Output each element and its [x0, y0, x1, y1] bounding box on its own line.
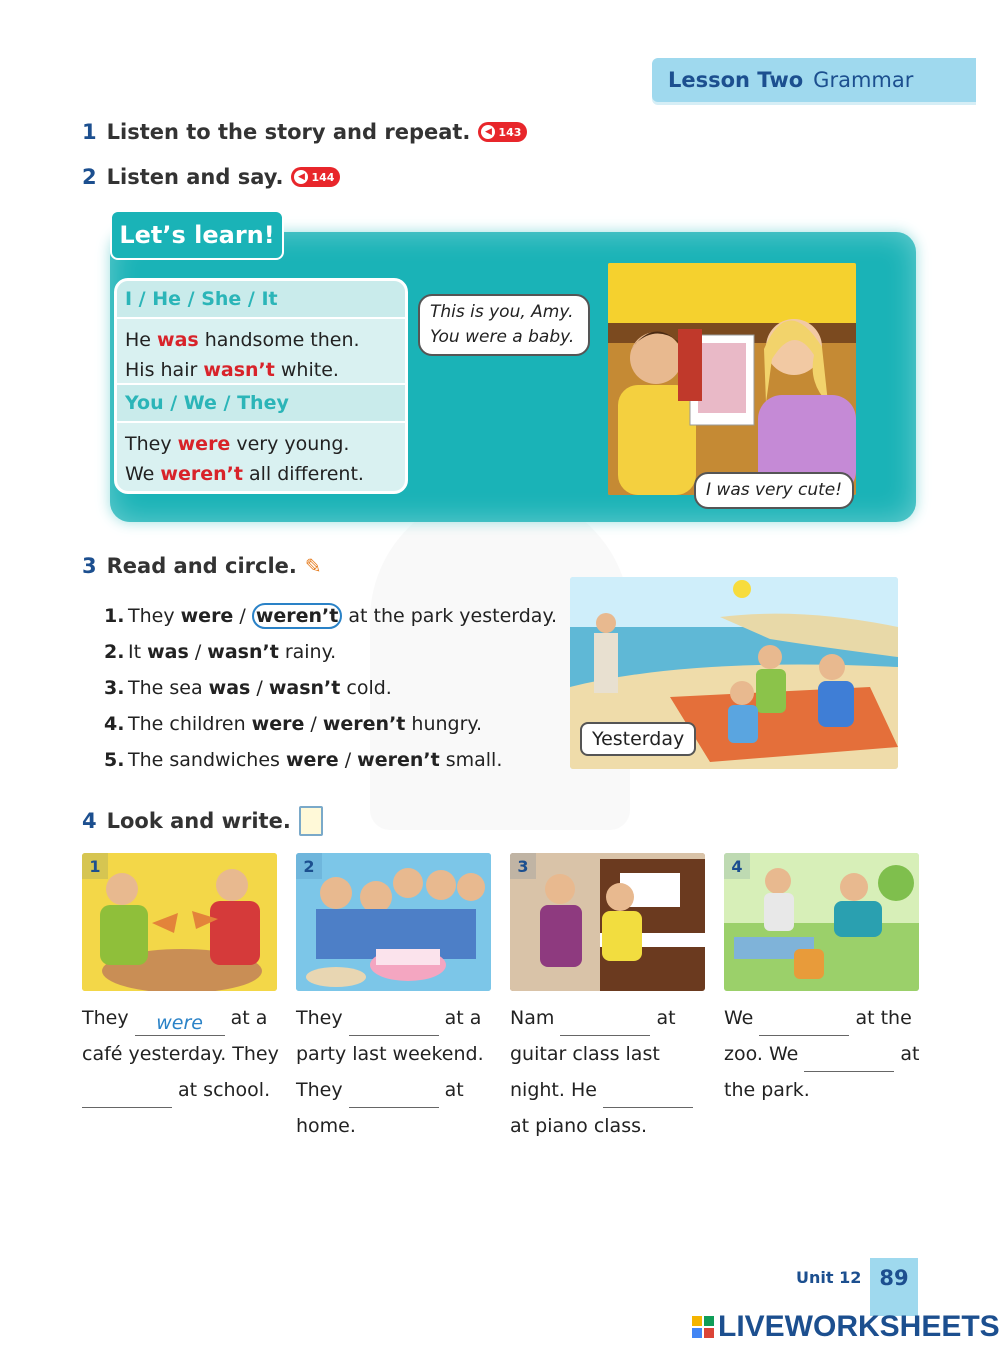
exercise-4-sentence-3: [510, 1000, 710, 1144]
list-item: [104, 634, 557, 670]
option-2-circled[interactable]: weren’t: [252, 603, 343, 629]
sentence-text: at a café yesterday. They: [82, 1007, 279, 1065]
text: They: [125, 433, 178, 455]
lets-learn-tab: Let’s learn!: [110, 210, 284, 260]
sentence-start: The sandwiches: [128, 749, 286, 771]
exercise-number: 3: [82, 554, 97, 578]
text: all different.: [242, 463, 364, 485]
exercise-number: 4: [82, 809, 97, 833]
exercise-4-heading: [82, 806, 323, 836]
text: He: [125, 329, 158, 351]
exercise-4-picture-1: [82, 853, 277, 991]
item-number: 3.: [104, 677, 125, 699]
exercise-instruction: Listen to the story and repeat.: [106, 120, 471, 144]
sentence-text: at a party last weekend. They: [296, 1007, 484, 1101]
story-illustration-graphic: [608, 263, 856, 495]
highlight-word: were: [177, 433, 231, 455]
sentence-start: The sea: [128, 677, 209, 699]
park-picnic-illustration: [724, 853, 919, 991]
sentence-end: hungry.: [405, 713, 482, 735]
answer-blank[interactable]: [603, 1082, 693, 1108]
sentence-text: They: [82, 1007, 135, 1029]
separator: /: [188, 641, 208, 663]
option-2[interactable]: wasn’t: [268, 677, 341, 699]
highlight-word: weren’t: [160, 463, 243, 485]
answer-blank[interactable]: [82, 1082, 172, 1108]
audio-track-button[interactable]: [291, 167, 340, 187]
answer-blank[interactable]: [804, 1046, 894, 1072]
notepad-icon: [299, 806, 323, 836]
item-number: 4.: [104, 713, 125, 735]
list-item: [104, 670, 557, 706]
text: We: [125, 463, 161, 485]
grammar-examples: [117, 319, 405, 385]
picture-label: Yesterday: [580, 722, 696, 756]
circle-exercise-list: [104, 598, 557, 778]
text: very young.: [230, 433, 350, 455]
option-1[interactable]: were: [251, 713, 305, 735]
sentence-end: small.: [439, 749, 503, 771]
brand-name: LIVEWORKSHEETS: [718, 1310, 1000, 1343]
exercise-4-picture-4: [724, 853, 919, 991]
sentence-end: rainy.: [278, 641, 337, 663]
list-item: [104, 598, 557, 634]
lesson-title: Lesson Two: [668, 68, 804, 92]
option-2[interactable]: weren’t: [357, 749, 440, 771]
speaker-icon: ◀: [481, 125, 495, 139]
lesson-section: Grammar: [813, 68, 914, 92]
pencil-icon: ✎: [304, 554, 322, 578]
party-illustration: [296, 853, 491, 991]
option-2[interactable]: weren’t: [322, 713, 406, 735]
answer-blank[interactable]: [349, 1082, 439, 1108]
list-item: [104, 706, 557, 742]
grammar-group-heading: I / He / She / It: [117, 281, 405, 319]
speech-bubble-boy: [418, 294, 590, 356]
sentence-start: It: [128, 641, 148, 663]
logo-squares-icon: [692, 1316, 714, 1338]
sentence-text: at home.: [296, 1079, 464, 1137]
sentence-text: at piano class.: [510, 1115, 648, 1137]
picture-number: 3: [510, 853, 536, 879]
speaker-icon: ◀: [294, 170, 308, 184]
exercise-instruction: Read and circle.: [106, 554, 297, 578]
sentence-text: at the park.: [724, 1043, 920, 1101]
exercise-4-picture-3: [510, 853, 705, 991]
lesson-header-tab: [652, 58, 976, 102]
sentence-text: They: [296, 1007, 349, 1029]
answer-blank[interactable]: [349, 1010, 439, 1036]
unit-label: Unit 12: [796, 1268, 862, 1287]
separator: /: [338, 749, 358, 771]
sentence-text: at guitar class last night. He: [510, 1007, 676, 1101]
audio-track-number: 143: [498, 125, 522, 139]
exercise-2-heading: [82, 165, 340, 189]
piano-class-illustration: [510, 853, 705, 991]
exercise-number: 2: [82, 165, 97, 189]
speech-text: You were a baby.: [430, 327, 575, 347]
cafe-illustration: [82, 853, 277, 991]
separator: /: [250, 677, 269, 699]
grammar-table: [114, 278, 408, 494]
exercise-1-heading: [82, 120, 527, 144]
exercise-3-heading: [82, 554, 322, 578]
sentence-text: Nam: [510, 1007, 561, 1029]
text: His hair: [125, 359, 204, 381]
option-1[interactable]: were: [180, 605, 234, 627]
page-number: 89: [870, 1258, 918, 1316]
sentence-start: They: [128, 605, 181, 627]
separator: /: [304, 713, 323, 735]
option-2[interactable]: wasn’t: [207, 641, 279, 663]
answer-blank[interactable]: [759, 1010, 849, 1036]
exercise-4-picture-2: [296, 853, 491, 991]
answer-blank[interactable]: were: [135, 1010, 225, 1036]
grammar-examples: [117, 423, 405, 489]
highlight-word: wasn’t: [203, 359, 275, 381]
list-item: [104, 742, 557, 778]
item-number: 2.: [104, 641, 125, 663]
text: handsome then.: [198, 329, 360, 351]
option-1[interactable]: was: [208, 677, 251, 699]
liveworksheets-logo: [692, 1310, 1000, 1344]
sentence-text: We: [724, 1007, 760, 1029]
exercise-number: 1: [82, 120, 97, 144]
grammar-group-heading: You / We / They: [117, 385, 405, 423]
picture-number: 4: [724, 853, 750, 879]
highlight-word: was: [157, 329, 199, 351]
option-1[interactable]: was: [147, 641, 189, 663]
sentence-text: at the zoo. We: [724, 1007, 912, 1065]
exercise-4-sentence-4: [724, 1000, 924, 1108]
audio-track-number: 144: [311, 170, 335, 184]
item-number: 1.: [104, 605, 125, 627]
audio-track-button[interactable]: [478, 122, 527, 142]
text: white.: [274, 359, 339, 381]
speech-text: This is you, Amy.: [430, 302, 574, 322]
answer-blank[interactable]: [560, 1010, 650, 1036]
exercise-instruction: Listen and say.: [106, 165, 284, 189]
sentence-end: cold.: [340, 677, 392, 699]
picture-number: 1: [82, 853, 108, 879]
sentence-start: The children: [128, 713, 252, 735]
separator: /: [233, 605, 252, 627]
story-illustration: [608, 263, 856, 495]
sentence-end: at the park yesterday.: [342, 605, 558, 627]
speech-bubble-girl: I was very cute!: [694, 472, 854, 509]
exercise-4-sentence-2: [296, 1000, 496, 1144]
sentence-text: at school.: [172, 1079, 271, 1101]
picture-number: 2: [296, 853, 322, 879]
exercise-instruction: Look and write.: [106, 809, 291, 833]
exercise-4-sentence-1: [82, 1000, 282, 1108]
option-1[interactable]: were: [285, 749, 339, 771]
item-number: 5.: [104, 749, 125, 771]
